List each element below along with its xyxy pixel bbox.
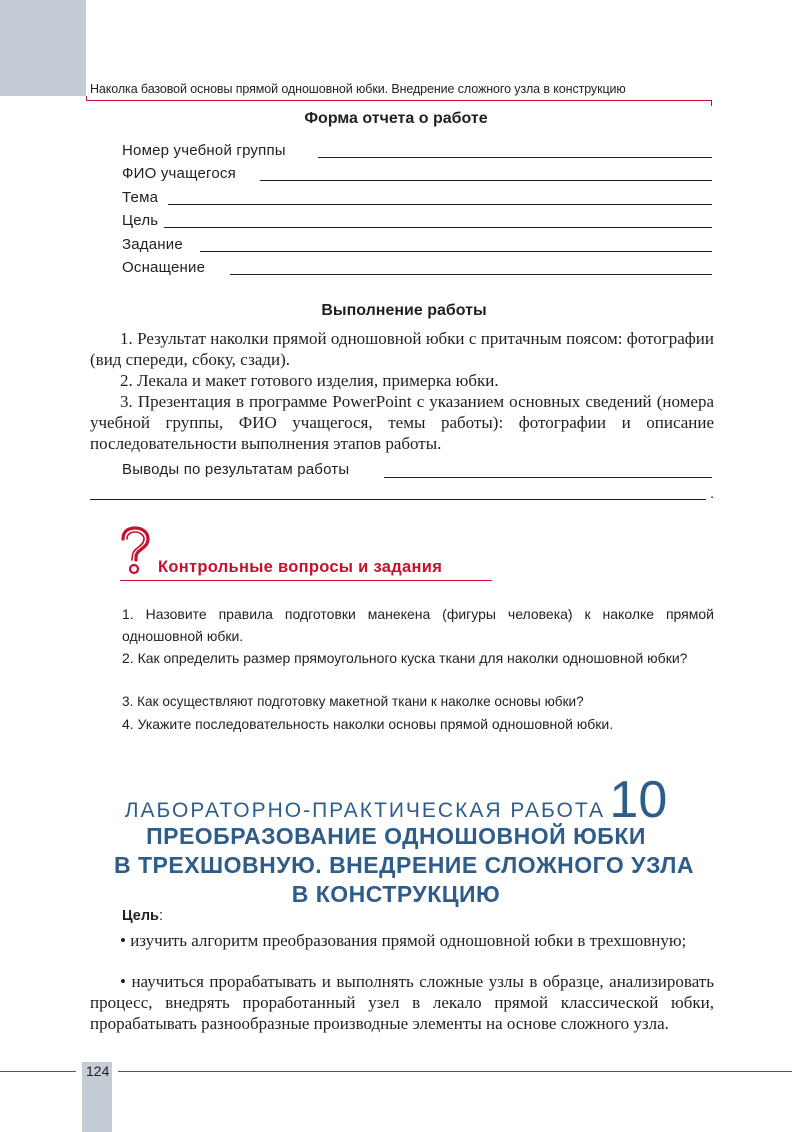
control-questions-title: Контрольные вопросы и задания [158, 558, 443, 576]
execution-title: Выполнение работы [321, 302, 487, 319]
header-rule [86, 100, 706, 101]
page-number: 124 [86, 1063, 110, 1079]
field-label-group: Номер учебной группы [122, 142, 286, 159]
goal-item-2: • научиться прорабатывать и выполнять сложные узлы в образце, анализировать процесс, внедрять проработанный узел в лекало прямой классической юбки, прорабатывать разнообразные производные элементы на основе сложного узла. [90, 972, 714, 1033]
conclusions-label: Выводы по результатам работы [122, 461, 350, 478]
field-label-equipment: Оснащение [122, 259, 206, 276]
footer-rule-right [118, 1071, 792, 1072]
corner-block-top [0, 0, 86, 96]
field-line-goal[interactable] [164, 227, 712, 228]
lab-work-label: ЛАБОРАТОРНО-ПРАКТИЧЕСКАЯ РАБОТА [124, 799, 605, 822]
footer-rule-left [0, 1071, 76, 1072]
conclusions-period: . [710, 485, 715, 502]
goal-colon: : [158, 908, 163, 924]
conclusions-line-2[interactable] [90, 499, 706, 500]
goal-item-1: • изучить алгоритм преобразования прямой одношовной юбки в трехшовную; [120, 931, 687, 950]
field-line-topic[interactable] [168, 204, 712, 205]
lab-work-number: 10 [609, 771, 668, 829]
question-mark-icon [118, 526, 152, 576]
lab-work-title-line-1: ПРЕОБРАЗОВАНИЕ ОДНОШОВНОЙ ЮБКИ [146, 823, 646, 849]
field-label-student: ФИО учащегося [122, 165, 236, 182]
execution-item-3: 3. Презентация в программе PowerPoint с указанием основных сведений (номера учебной группы, ФИО учащегося, темы работы): фотографии и описание последовательности выполнения этапов работы. [90, 392, 714, 453]
question-3: 3. Как осуществляют подготовку макетной ткани к наколке основы юбки? [122, 694, 584, 709]
question-1: 1. Назовите правила подготовки манекена (фигуры человека) к наколке прямой одношовной юбки. [122, 606, 714, 644]
execution-item-2: 2. Лекала и макет готового изделия, примерка юбки. [120, 371, 499, 390]
running-header: Наколка базовой основы прямой одношовной юбки. Внедрение сложного узла в конструкцию [90, 82, 626, 96]
field-label-topic: Тема [122, 189, 159, 206]
field-line-group[interactable] [318, 157, 712, 158]
goal-heading [122, 908, 163, 924]
goal-label: Цель [122, 908, 159, 924]
field-label-goal: Цель [122, 212, 159, 229]
execution-item-1: 1. Результат наколки прямой одношовной юбки с притачным поясом: фотографии (вид спереди, сбоку, сзади). [90, 329, 714, 369]
report-form-title: Форма отчета о работе [304, 110, 488, 127]
header-rule-end [706, 100, 712, 106]
field-line-equipment[interactable] [230, 274, 712, 275]
conclusions-line-1[interactable] [384, 477, 712, 478]
lab-work-title-line-3: В КОНСТРУКЦИЮ [291, 881, 501, 907]
field-line-task[interactable] [200, 251, 712, 252]
header-rule-tick [86, 96, 87, 101]
field-line-student[interactable] [260, 180, 712, 181]
question-2: 2. Как определить размер прямоугольного куска ткани для наколки одношовной юбки? [122, 650, 688, 666]
control-questions-underline [120, 580, 492, 581]
lab-work-title-line-2: В ТРЕХШОВНУЮ. ВНЕДРЕНИЕ СЛОЖНОГО УЗЛА [113, 852, 695, 878]
lab-work-heading [0, 770, 792, 830]
question-4: 4. Укажите последовательность наколки основы прямой одношовной юбки. [122, 716, 614, 732]
field-label-task: Задание [122, 236, 183, 253]
